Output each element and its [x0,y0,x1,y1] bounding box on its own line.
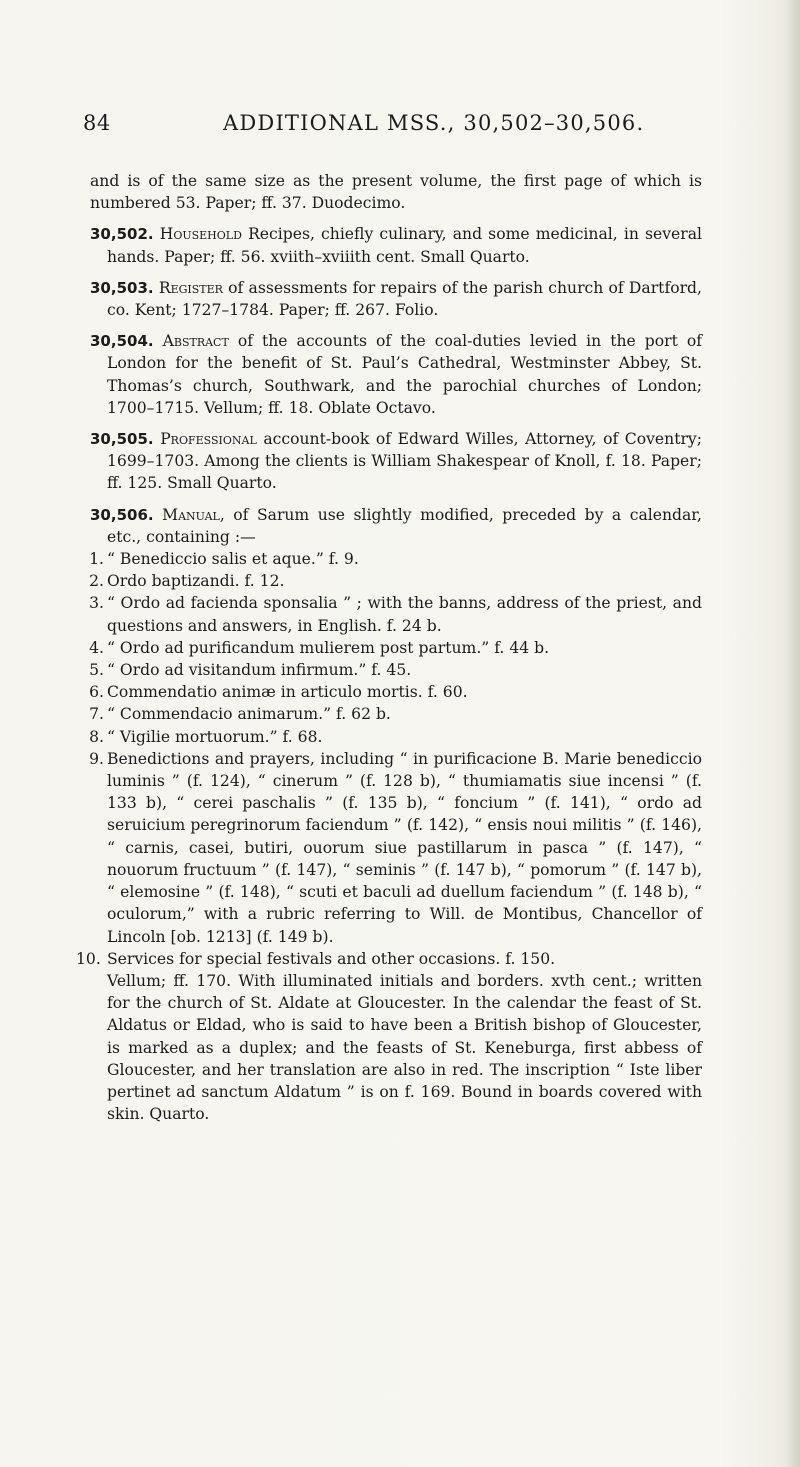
entry-number: 30,506. [90,505,154,524]
contents-item [90,748,702,948]
item-number: 7. [89,705,104,724]
item-text: “ Ordo ad purificandum mulierem post partum.” f. 44 b. [107,638,550,657]
item-text: Services for special festivals and other occasions. f. 150. [107,949,556,968]
item-text: Ordo baptizandi. f. 12. [107,572,285,591]
entry-text: account-book of Edward Willes, Attorney, of Coventry; 1699–1703. Among the clients is William Shakespear of Knoll, f. 18. Paper; ff. 125. Small Quarto. [107,430,702,493]
contents-item [90,570,702,592]
contents-item [90,681,702,703]
item-text: “ Benediccio salis et aque.” f. 9. [107,550,359,569]
entry-number: 30,503. [90,278,154,297]
entry-number: 30,502. [90,225,154,244]
item-number: 8. [89,727,104,746]
entry-text: of assessments for repairs of the parish church of Dartford, co. Kent; 1727–1784. Paper; ff. 267. Folio. [107,278,702,320]
page-edge-shadow [786,0,800,1467]
entry-number: 30,505. [90,430,154,449]
catalogue-entry [90,277,702,321]
entry-keyword: Abstract [162,332,229,351]
contents-item [90,726,702,748]
item-text: Commendatio animæ in articulo mortis. f. 60. [107,683,468,702]
item-text: “ Vigilie mortuorum.” f. 68. [107,727,323,746]
contents-item [90,548,702,570]
item-text: “ Ordo ad visitandum infirmum.” f. 45. [107,661,412,680]
item-number: 6. [89,683,104,702]
entry-keyword: Household [159,225,242,244]
intro-paragraph: and is of the same size as the present volume, the first page of which is numbered 53. Paper; ff. 37. Duodecimo. [90,172,702,213]
running-title: ADDITIONAL MSS., 30,502–30,506. [223,111,645,135]
item-number: 4. [89,638,104,657]
item-number: 3. [89,594,104,613]
item-number: 9. [89,749,104,768]
item-text: Benedictions and prayers, including “ in purificacione B. Marie benediccio luminis ” (f. 124), “ cinerum ” (f. 128 b), “ thumiamatis siue incensi ” (f. 133 b), “ cerei paschalis ” (f. 135 b), “ foncium ” (f. 141), “ ordo ad seruicium peregrinorum faciendum ” (f. 142), “ ensis noui militis ” (f. 146), “ carnis, casei, butiri, ouorum siue pastillarum in pasca ” (f. 147), “ nouorum fructuum ” (f. 147), “ seminis ” (f. 147 b), “ pomorum ” (f. 147 b), “ elemosine ” (f. 148), “ scuti et baculi ad duellum faciendum ” (f. 148 b), “ oculorum,” with a rubric referring to Will. de Montibus, Chancellor of Lincoln [ob. 1213] (f. 149 b). [107,749,702,946]
entry-text: of the accounts of the coal-duties levied in the port of London for the benefit of St. Paul’s Cathedral, Westminster Abbey, St. Thomas’s church, Southwark, and the parochial churches of London; 1700–1715. Vellum; ff. 18. Oblate Octavo. [107,332,702,417]
entry-keyword: Register [158,278,223,297]
entry-description: Vellum; ff. 170. With illuminated initials and borders. xvth cent.; written for the church of St. Aldate at Gloucester. In the calendar the feast of St. Aldatus or Eldad, who is said to have been a British bishop of Gloucester, is marked as a duplex; and the feasts of St. Keneburga, first abbess of Gloucester, and her translation are also in red. The inscription “ Iste liber pertinet ad sanctum Aldatum ” is on f. 169. Bound in boards covered with skin. Quarto. [107,971,702,1124]
entry-text: , of Sarum use slightly modified, preceded by a calendar, etc., containing :— [107,505,702,546]
page-number: 84 [83,111,111,135]
entry-number: 30,504. [90,332,154,351]
contents-item [90,659,702,681]
item-number: 1. [89,550,104,569]
item-text: “ Ordo ad facienda sponsalia ” ; with the banns, address of the priest, and questions and answers, in English. f. 24 b. [107,594,702,635]
entry-keyword: Manual [162,505,220,524]
entry-text: Recipes, chiefly culinary, and some medicinal, in several hands. Paper; ff. 56. xviith–xviiith cent. Small Quarto. [107,225,702,266]
catalogue-entry-30506 [90,504,702,548]
contents-item [90,592,702,636]
catalogue-entry [90,330,702,419]
item-text: “ Commendacio animarum.” f. 62 b. [107,705,391,724]
catalogue-entries [90,223,702,494]
contents-list [76,548,702,970]
item-number: 5. [89,661,104,680]
entry-keyword: Professional [160,430,257,449]
catalogue-entry [90,428,702,495]
item-number: 2. [89,572,104,591]
page-header [83,111,703,151]
catalogue-entry [90,223,702,267]
catalogue-body [76,170,702,1125]
item-number: 10. [76,949,101,968]
contents-item [76,948,702,970]
contents-item [90,637,702,659]
contents-item [90,703,702,725]
